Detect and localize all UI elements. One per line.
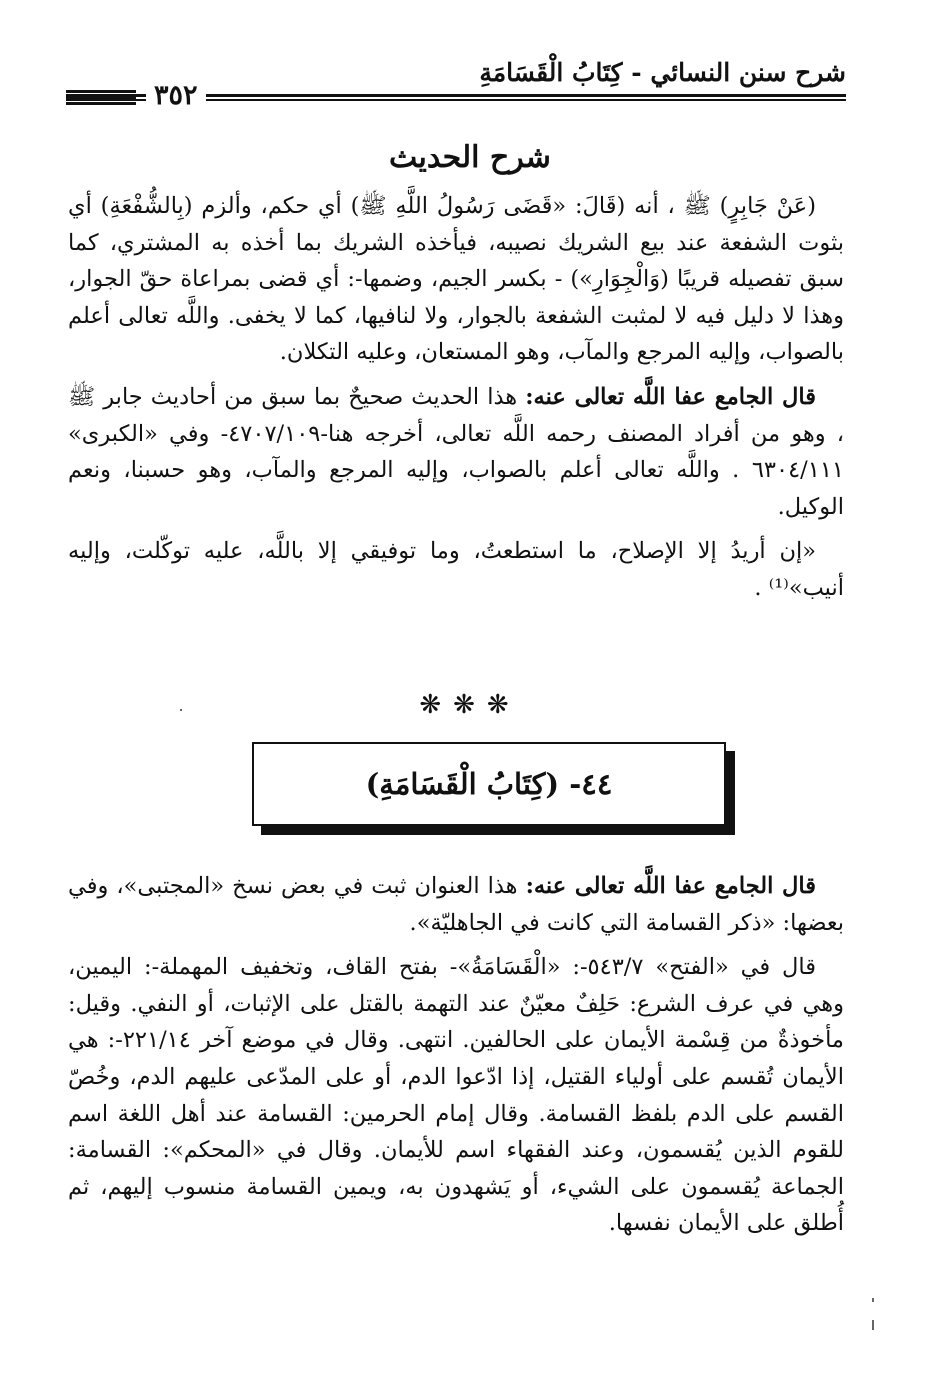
paragraph-text: هذا العنوان ثبت في بعض نسخ «المجتبى»، وفي بعضها: «ذكر القسامة التي كانت في الجاهليّة». <box>68 873 844 936</box>
paragraph-lead: قال الجامع عفا اللَّه تعالى عنه: <box>525 383 816 410</box>
commentary-block <box>68 188 844 615</box>
paragraph-text: هذا الحديث صحيحٌ بما سبق من أحاديث جابر ﷺ ، وهو من أفراد المصنف رحمه اللَّه تعالى، أخرجه هنا-٤٧٠٧/١٠٩- وفي «الكبرى» ٦٣٠٤/١١١ . واللَّه تعالى أعلم بالصواب، وإليه المرجع والمآب، وهو حسبنا، ونعم الوكيل. <box>68 383 844 520</box>
page-number-bar <box>66 102 136 105</box>
paragraph: «إن أريدُ إلا الإصلاح، ما استطعتُ، وما توفيقي إلا باللَّه، عليه توكّلت، وإليه أنيب»⁽¹⁾ . <box>68 538 844 601</box>
paragraph-lead: قال الجامع عفا اللَّه تعالى عنه: <box>525 873 816 899</box>
paragraph <box>68 379 844 525</box>
page-number: ٣٥٢ <box>146 80 206 111</box>
page-number-bar <box>66 90 136 93</box>
chapter-intro-block <box>68 868 844 1250</box>
chapter-heading: ٤٤- (كِتَابُ الْقَسَامَةِ) <box>252 742 726 826</box>
scan-speck <box>872 1298 874 1302</box>
paragraph: (عَنْ جَابِرٍ) ﷺ ، أنه (قَالَ: «قَضَى رَسُولُ اللَّهِ ﷺ) أي حكم، وألزم (بِالشُّفْعَةِ) أي بثوت الشفعة عند بيع الشريك نصيبه، فيأخذه الشريك بما أخذه به المشتري، كما سبق تفصيله قريبًا (وَالْجِوَارِ») - بكسر الجيم، وضمها-: أي قضى بمراعاة حقّ الجوار، وهذا لا دليل فيه لا لمثبت الشفعة بالجوار، ولا لنافيها، كما لا يخفى. واللَّه تعالى أعلم بالصواب، وإليه المرجع والمآب، وهو المستعان، وعليه التكلان. <box>68 193 844 366</box>
page-number-bar <box>66 96 136 99</box>
scan-speck <box>872 1320 874 1330</box>
paragraph <box>68 868 844 941</box>
paragraph: قال في «الفتح» ٥٤٣/٧-: «الْقَسَامَةُ»- بفتح القاف، وتخفيف المهملة-: اليمين، وهي في عرف الشرع: حَلِفٌ معيّنٌ عند التهمة بالقتل على الإثبات، أو النفي. وقيل: مأخوذةٌ من قِسْمة الأيمان على الحالفين. انتهى. وقال في موضع آخر ٢٢١/١٤-: هي الأيمان تُقسم على أولياء القتيل، إذا ادّعوا الدم، أو على المدّعى عليهم الدم، وخُصّ القسم على الدم بلفظ القسامة. وقال إمام الحرمين: القسامة عند أهل اللغة اسم للقوم الذين يُقسمون، وعند الفقهاء اسم للأيمان. وقال في «المحكم»: القسامة: الجماعة يُقسمون على الشيء، أو يَشهدون به، ويمين القسامة منسوب إليهم، ثم أُطلق على الأيمان نفسها. <box>68 954 844 1237</box>
header-title: شرح سنن النسائي - كِتَابُ الْقَسَامَةِ <box>479 58 846 87</box>
section-divider-stars: ❋❋❋ <box>419 690 521 720</box>
running-header <box>66 52 846 112</box>
section-title: شرح الحديث <box>389 140 551 175</box>
